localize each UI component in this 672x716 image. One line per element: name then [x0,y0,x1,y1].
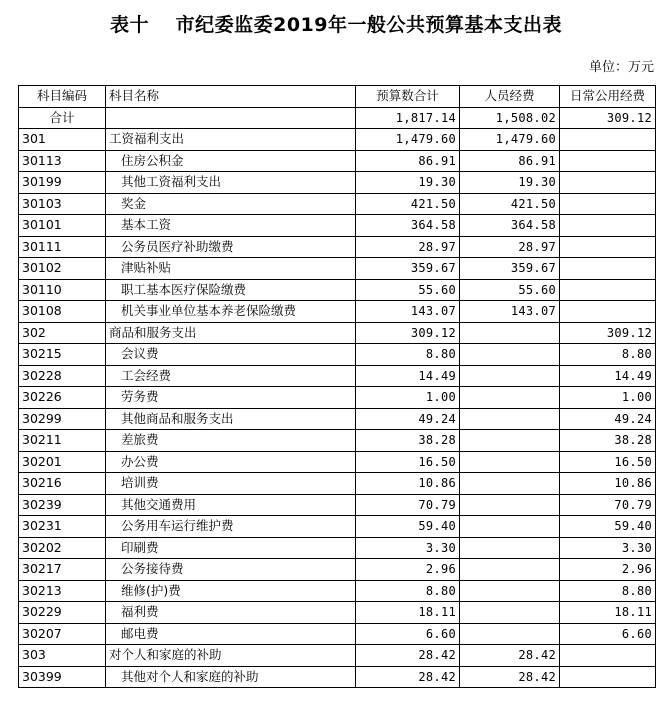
row-public-cell: 49.24 [560,408,656,430]
row-code-cell: 30231 [19,516,106,538]
row-personnel-cell [460,602,560,624]
row-personnel-cell: 1,479.60 [460,129,560,151]
row-budget-total-cell: 28.97 [356,236,460,258]
row-budget-total-cell: 421.50 [356,193,460,215]
header-public: 日常公用经费 [560,86,656,108]
table-row [19,580,656,602]
table-row [19,473,656,495]
unit-label: 单位：万元 [588,60,654,75]
row-code-cell: 30215 [19,344,106,366]
row-budget-total-cell: 364.58 [356,215,460,237]
row-public-cell [560,129,656,151]
row-name-cell: 公务员医疗补助缴费 [106,236,356,258]
row-name-cell: 奖金 [106,193,356,215]
row-budget-total-cell: 18.11 [356,602,460,624]
row-budget-total-cell: 1.00 [356,387,460,409]
row-public-cell [560,236,656,258]
row-public-cell: 18.11 [560,602,656,624]
row-personnel-cell [460,494,560,516]
row-personnel-cell [460,344,560,366]
table-row [19,344,656,366]
row-personnel-cell: 19.30 [460,172,560,194]
row-personnel-cell [460,365,560,387]
row-budget-total-cell: 28.42 [356,645,460,667]
budget-table [18,85,656,688]
row-name-cell: 维修(护)费 [106,580,356,602]
table-row [19,365,656,387]
row-budget-total-cell: 359.67 [356,258,460,280]
row-budget-total-cell: 10.86 [356,473,460,495]
table-row [19,408,656,430]
row-personnel-cell [460,623,560,645]
row-budget-total-cell: 28.42 [356,666,460,688]
row-budget-total-cell: 59.40 [356,516,460,538]
row-code-cell: 30111 [19,236,106,258]
table-row [19,301,656,323]
table-row [19,666,656,688]
row-personnel-cell [460,430,560,452]
table-row [19,559,656,581]
row-code-cell: 30201 [19,451,106,473]
row-name-cell: 其他商品和服务支出 [106,408,356,430]
total-personnel: 1,508.02 [460,107,560,129]
table-row [19,645,656,667]
header-row [19,86,656,108]
row-personnel-cell: 28.97 [460,236,560,258]
table-row [19,150,656,172]
row-public-cell: 8.80 [560,344,656,366]
row-code-cell: 30229 [19,602,106,624]
row-public-cell [560,150,656,172]
page-title: 表十 市纪委监委2019年一般公共预算基本支出表 [110,14,562,36]
row-personnel-cell: 28.42 [460,666,560,688]
row-public-cell: 2.96 [560,559,656,581]
total-budget-total: 1,817.14 [356,107,460,129]
row-public-cell: 6.60 [560,623,656,645]
row-public-cell: 309.12 [560,322,656,344]
row-name-cell: 其他工资福利支出 [106,172,356,194]
table-row [19,494,656,516]
row-name-cell: 培训费 [106,473,356,495]
row-public-cell [560,193,656,215]
row-personnel-cell: 359.67 [460,258,560,280]
row-code-cell: 30108 [19,301,106,323]
row-public-cell [560,215,656,237]
row-budget-total-cell: 19.30 [356,172,460,194]
row-code-cell: 30228 [19,365,106,387]
table-row [19,537,656,559]
row-public-cell: 1.00 [560,387,656,409]
table-row [19,193,656,215]
table-row [19,279,656,301]
row-personnel-cell [460,322,560,344]
row-personnel-cell [460,387,560,409]
row-personnel-cell: 364.58 [460,215,560,237]
row-budget-total-cell: 2.96 [356,559,460,581]
table-row [19,172,656,194]
row-name-cell: 邮电费 [106,623,356,645]
row-personnel-cell [460,408,560,430]
row-public-cell: 14.49 [560,365,656,387]
row-name-cell: 机关事业单位基本养老保险缴费 [106,301,356,323]
row-code-cell: 30213 [19,580,106,602]
row-personnel-cell: 421.50 [460,193,560,215]
table-row [19,258,656,280]
row-personnel-cell [460,580,560,602]
table-row [19,602,656,624]
header-name: 科目名称 [106,86,356,108]
row-name-cell: 工会经费 [106,365,356,387]
table-row [19,387,656,409]
row-budget-total-cell: 6.60 [356,623,460,645]
row-public-cell: 38.28 [560,430,656,452]
row-code-cell: 303 [19,645,106,667]
row-name-cell: 职工基本医疗保险缴费 [106,279,356,301]
row-code-cell: 30199 [19,172,106,194]
row-code-cell: 30207 [19,623,106,645]
row-code-cell: 30226 [19,387,106,409]
header-budget-total: 预算数合计 [356,86,460,108]
row-name-cell: 公务接待费 [106,559,356,581]
row-code-cell: 30113 [19,150,106,172]
row-personnel-cell [460,516,560,538]
row-name-cell: 办公费 [106,451,356,473]
row-public-cell [560,666,656,688]
row-budget-total-cell: 55.60 [356,279,460,301]
row-code-cell: 30217 [19,559,106,581]
row-budget-total-cell: 8.80 [356,344,460,366]
row-code-cell: 30299 [19,408,106,430]
row-name-cell: 会议费 [106,344,356,366]
row-budget-total-cell: 49.24 [356,408,460,430]
row-code-cell: 30399 [19,666,106,688]
row-budget-total-cell: 38.28 [356,430,460,452]
row-code-cell: 30216 [19,473,106,495]
table-row [19,129,656,151]
row-name-cell: 其他交通费用 [106,494,356,516]
row-name-cell: 工资福利支出 [106,129,356,151]
row-personnel-cell [460,451,560,473]
row-public-cell [560,172,656,194]
row-public-cell [560,258,656,280]
row-public-cell: 8.80 [560,580,656,602]
row-code-cell: 30110 [19,279,106,301]
row-personnel-cell [460,537,560,559]
row-name-cell: 商品和服务支出 [106,322,356,344]
row-code-cell: 301 [19,129,106,151]
row-name-cell: 基本工资 [106,215,356,237]
header-code: 科目编码 [19,86,106,108]
row-budget-total-cell: 3.30 [356,537,460,559]
table-row [19,451,656,473]
row-code-cell: 30103 [19,193,106,215]
table-row [19,236,656,258]
row-public-cell: 10.86 [560,473,656,495]
row-personnel-cell [460,473,560,495]
row-budget-total-cell: 309.12 [356,322,460,344]
row-public-cell [560,279,656,301]
row-personnel-cell [460,559,560,581]
row-code-cell: 30202 [19,537,106,559]
row-budget-total-cell: 86.91 [356,150,460,172]
row-public-cell: 70.79 [560,494,656,516]
row-personnel-cell: 28.42 [460,645,560,667]
row-name-cell: 公务用车运行维护费 [106,516,356,538]
row-name-cell: 住房公积金 [106,150,356,172]
row-code-cell: 30102 [19,258,106,280]
row-budget-total-cell: 70.79 [356,494,460,516]
row-code-cell: 30211 [19,430,106,452]
row-name-cell: 津贴补贴 [106,258,356,280]
row-budget-total-cell: 14.49 [356,365,460,387]
table-body [19,107,656,688]
total-name-cell [106,107,356,129]
row-public-cell [560,645,656,667]
table-row [19,623,656,645]
row-name-cell: 劳务费 [106,387,356,409]
total-public: 309.12 [560,107,656,129]
row-budget-total-cell: 8.80 [356,580,460,602]
row-public-cell: 3.30 [560,537,656,559]
row-name-cell: 印刷费 [106,537,356,559]
total-row [19,107,656,129]
table-row [19,430,656,452]
row-personnel-cell: 143.07 [460,301,560,323]
row-name-cell: 差旅费 [106,430,356,452]
row-name-cell: 对个人和家庭的补助 [106,645,356,667]
row-budget-total-cell: 143.07 [356,301,460,323]
row-personnel-cell: 55.60 [460,279,560,301]
row-public-cell [560,301,656,323]
table-row [19,322,656,344]
row-name-cell: 福利费 [106,602,356,624]
row-code-cell: 302 [19,322,106,344]
row-personnel-cell: 86.91 [460,150,560,172]
table-row [19,215,656,237]
row-public-cell: 16.50 [560,451,656,473]
row-budget-total-cell: 16.50 [356,451,460,473]
header-personnel: 人员经费 [460,86,560,108]
row-budget-total-cell: 1,479.60 [356,129,460,151]
table-row [19,516,656,538]
total-label: 合计 [19,107,106,129]
row-public-cell: 59.40 [560,516,656,538]
row-code-cell: 30101 [19,215,106,237]
row-name-cell: 其他对个人和家庭的补助 [106,666,356,688]
row-code-cell: 30239 [19,494,106,516]
